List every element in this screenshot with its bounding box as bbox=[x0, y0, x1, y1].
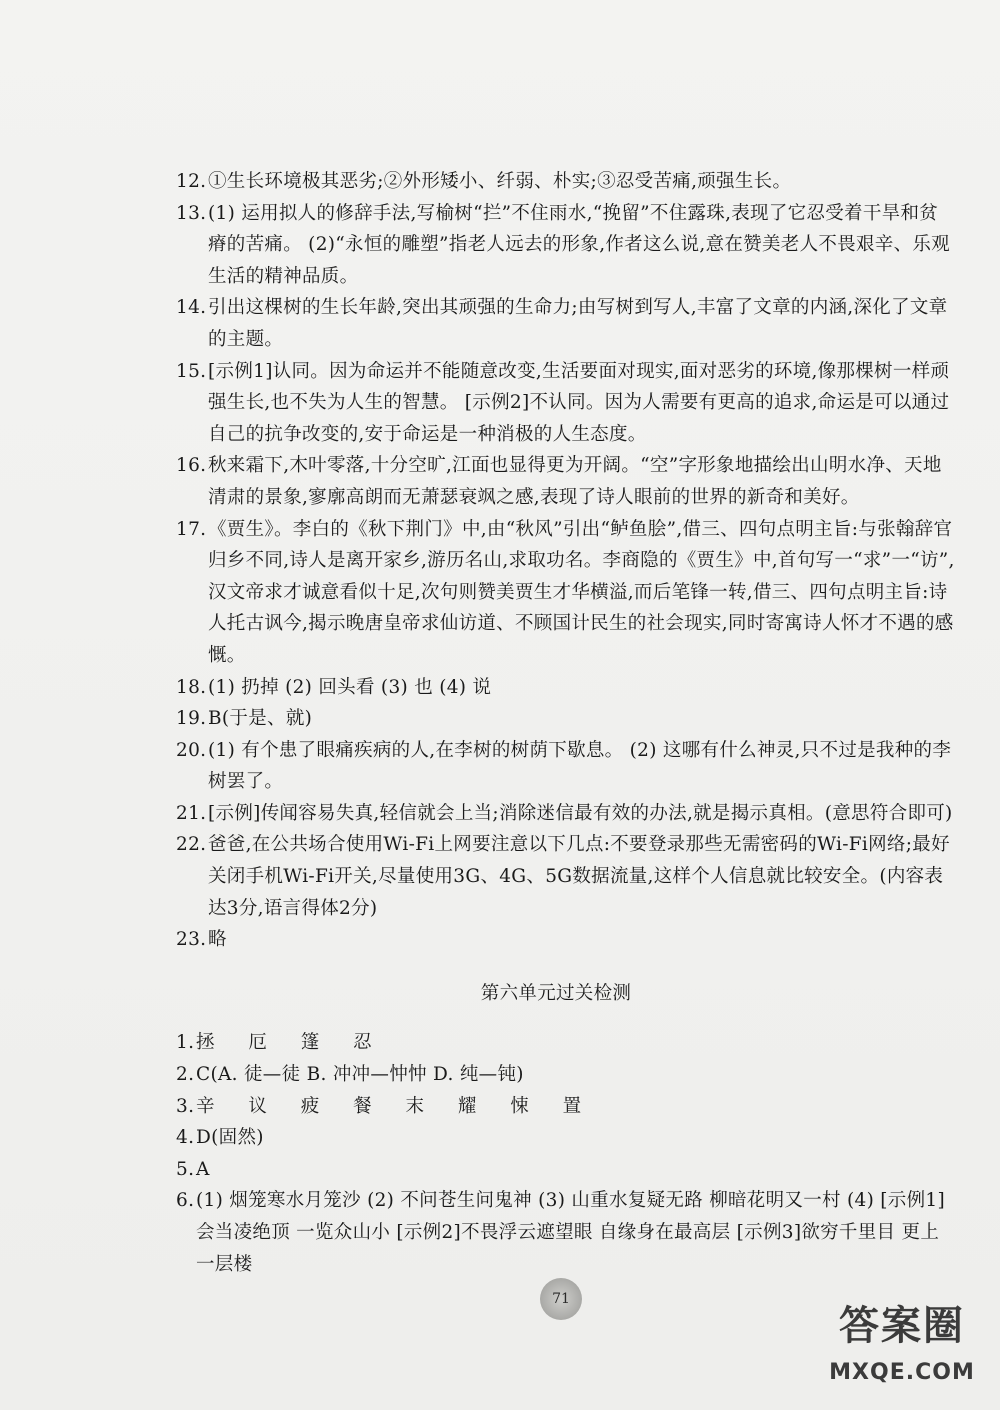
answer-item bbox=[176, 672, 956, 704]
answer-number: 21. bbox=[176, 802, 207, 824]
answer-item bbox=[176, 450, 956, 513]
answer-number: 14. bbox=[176, 297, 207, 319]
answer-item bbox=[176, 798, 956, 830]
answer-item bbox=[176, 1185, 956, 1280]
answer-number: 6. bbox=[176, 1190, 195, 1212]
answer-number: 13. bbox=[176, 202, 207, 224]
watermark-logo bbox=[812, 1296, 992, 1406]
answer-text: (1) 扔掉 (2) 回头看 (3) 也 (4) 说 bbox=[208, 676, 492, 698]
watermark-bottom-text: MXQE.COM bbox=[829, 1360, 975, 1385]
answer-text: (1) 烟笼寒水月笼沙 (2) 不问苍生问鬼神 (3) 山重水复疑无路 柳暗花明又一村 (4) [示例1]会当凌绝顶 一览众山小 [示例2]不畏浮云遮望眼 自缘身在最高层 [示例3]欲穷千里目 更上一层楼 bbox=[196, 1190, 945, 1275]
answer-number: 16. bbox=[176, 455, 207, 477]
answer-item bbox=[176, 292, 956, 355]
answer-text: D(固然) bbox=[196, 1127, 264, 1149]
answer-number: 15. bbox=[176, 360, 207, 382]
answer-text: 拯 厄 篷 忍 bbox=[196, 1032, 386, 1054]
answer-number: 22. bbox=[176, 834, 207, 856]
answer-text: B(于是、就) bbox=[208, 708, 313, 730]
answer-text: (1) 运用拟人的修辞手法,写榆树“拦”不住雨水,“挽留”不住露珠,表现了它忍受着干旱和贫瘠的苦痛。 (2)“永恒的雕塑”指老人远去的形象,作者这么说,意在赞美老人不畏艰辛、乐观生活的精神品质。 bbox=[208, 202, 950, 287]
answer-text: 秋来霜下,木叶零落,十分空旷,江面也显得更为开阔。“空”字形象地描绘出山明水净、天地清肃的景象,寥廓高朗而无萧瑟衰飒之感,表现了诗人眼前的世界的新奇和美好。 bbox=[208, 455, 942, 508]
answer-text: 爸爸,在公共场合使用Wi-Fi上网要注意以下几点:不要登录那些无需密码的Wi-Fi网络;最好关闭手机Wi-Fi开关,尽量使用3G、4G、5G数据流量,这样个人信息就比较安全。(内容表达3分,语言得体2分) bbox=[208, 834, 950, 919]
answer-text: 略 bbox=[208, 929, 227, 951]
answer-item bbox=[176, 514, 956, 672]
page-number-badge bbox=[540, 1278, 582, 1320]
unit6-answer-list bbox=[176, 1027, 956, 1280]
answer-item bbox=[176, 1122, 956, 1154]
answer-number: 20. bbox=[176, 739, 207, 761]
answer-list bbox=[176, 166, 956, 956]
answer-item bbox=[176, 703, 956, 735]
answer-text: C(A. 徒—徒 B. 冲冲—忡忡 D. 纯—钝) bbox=[196, 1064, 524, 1086]
answer-number: 12. bbox=[176, 171, 207, 192]
watermark-top-text: 答案圈 bbox=[839, 1303, 965, 1349]
answer-item bbox=[176, 829, 956, 924]
answer-item bbox=[176, 356, 956, 451]
page-number: 71 bbox=[552, 1291, 570, 1307]
answer-text: [示例1]认同。因为命运并不能随意改变,生活要面对现实,面对恶劣的环境,像那棵树一样顽强生长,也不失为人生的智慧。 [示例2]不认同。因为人需要有更高的追求,命运是可以通过自己的抗争改变的,安于命运是一种消极的人生态度。 bbox=[208, 360, 950, 445]
answer-item bbox=[176, 1154, 956, 1186]
answer-item bbox=[176, 924, 956, 956]
answer-number: 19. bbox=[176, 708, 207, 730]
answer-item bbox=[176, 1091, 956, 1123]
section-title: 第六单元过关检测 bbox=[480, 982, 632, 1004]
answer-number: 17. bbox=[176, 518, 207, 540]
answer-number: 4. bbox=[176, 1127, 195, 1149]
answer-item bbox=[176, 735, 956, 798]
answer-text: ①生长环境极其恶劣;②外形矮小、纤弱、朴实;③忍受苦痛,顽强生长。 bbox=[208, 171, 792, 192]
answer-text: A bbox=[196, 1158, 210, 1180]
answer-number: 18. bbox=[176, 676, 207, 698]
answer-text: [示例]传闻容易失真,轻信就会上当;消除迷信最有效的办法,就是揭示真相。(意思符合即可) bbox=[208, 802, 953, 824]
answer-number: 1. bbox=[176, 1032, 195, 1054]
answer-text: 《贾生》。李白的《秋下荆门》中,由“秋风”引出“鲈鱼脍”,借三、四句点明主旨:与张翰辞官归乡不同,诗人是离开家乡,游历名山,求取功名。李商隐的《贾生》中,首句写一“求”一“访”,汉文帝求才诚意看似十足,次句则赞美贾生才华横溢,而后笔锋一转,借三、四句点明主旨:诗人托古讽今,揭示晚唐皇帝求仙访道、不顾国计民生的社会现实,同时寄寓诗人怀才不遇的感慨。 bbox=[208, 518, 955, 666]
answer-number: 5. bbox=[176, 1158, 195, 1180]
answer-item bbox=[176, 198, 956, 293]
answer-text: (1) 有个患了眼痛疾病的人,在李树的树荫下歇息。 (2) 这哪有什么神灵,只不过是我种的李树罢了。 bbox=[208, 739, 952, 793]
answer-item bbox=[176, 166, 956, 198]
answer-text: 辛 议 疲 餐 末 耀 悚 置 bbox=[196, 1095, 596, 1117]
answer-number: 23. bbox=[176, 929, 207, 951]
answer-item bbox=[176, 1059, 956, 1091]
answer-number: 3. bbox=[176, 1095, 195, 1117]
answer-item bbox=[176, 1027, 956, 1059]
answer-number: 2. bbox=[176, 1064, 195, 1086]
answer-content bbox=[176, 166, 956, 1280]
answer-text: 引出这棵树的生长年龄,突出其顽强的生命力;由写树到写人,丰富了文章的内涵,深化了文章的主题。 bbox=[208, 297, 948, 350]
